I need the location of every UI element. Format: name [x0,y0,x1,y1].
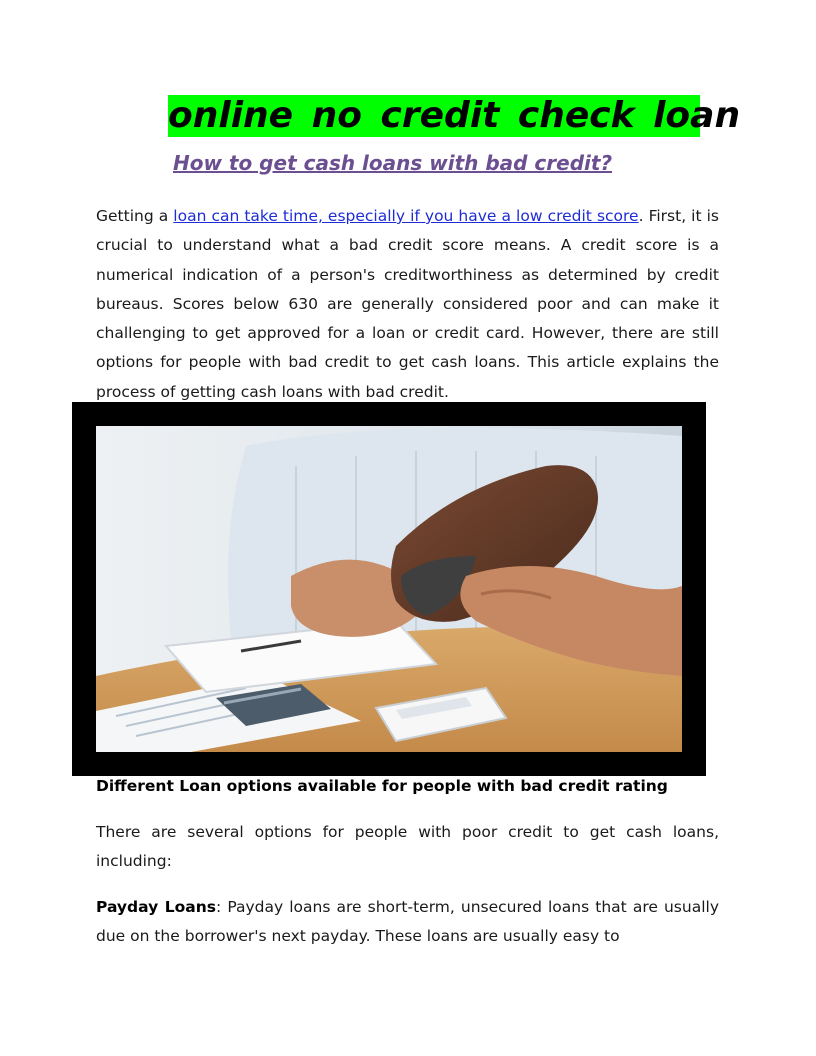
section-heading-loan-options: Different Loan options available for people with bad credit rating [96,777,668,795]
payday-loans-paragraph [96,893,719,952]
wallet-photo [96,426,682,752]
intro-prefix: Getting a [96,207,174,225]
intro-paragraph [96,202,719,407]
options-intro-paragraph: There are several options for people with poor credit to get cash loans, including: [96,823,719,871]
title-part-2: no credit check loan [311,95,741,136]
title-part-1: online [168,95,294,136]
payday-loans-text: : Payday loans are short-term, unsecured loans that are usually due on the borrower's next payday. These loans are usually easy to [96,898,719,946]
credit-score-link[interactable]: loan can take time, especially if you have a low credit score [173,207,639,225]
page-title [168,95,741,137]
page-subtitle: How to get cash loans with bad credit? [173,151,613,175]
intro-suffix: . First, it is crucial to understand what a bad credit score means. A credit score is a numerical indication of a person's creditworthiness as determined by credit bureaus. Scores below 630 are generally considered poor and can make it challenging to get approved for a loan or credit card. However, there are still options for people with bad credit to get cash loans. This article explains the process of getting cash loans with bad credit. [96,207,719,401]
payday-loans-label: Payday Loans [96,898,217,916]
